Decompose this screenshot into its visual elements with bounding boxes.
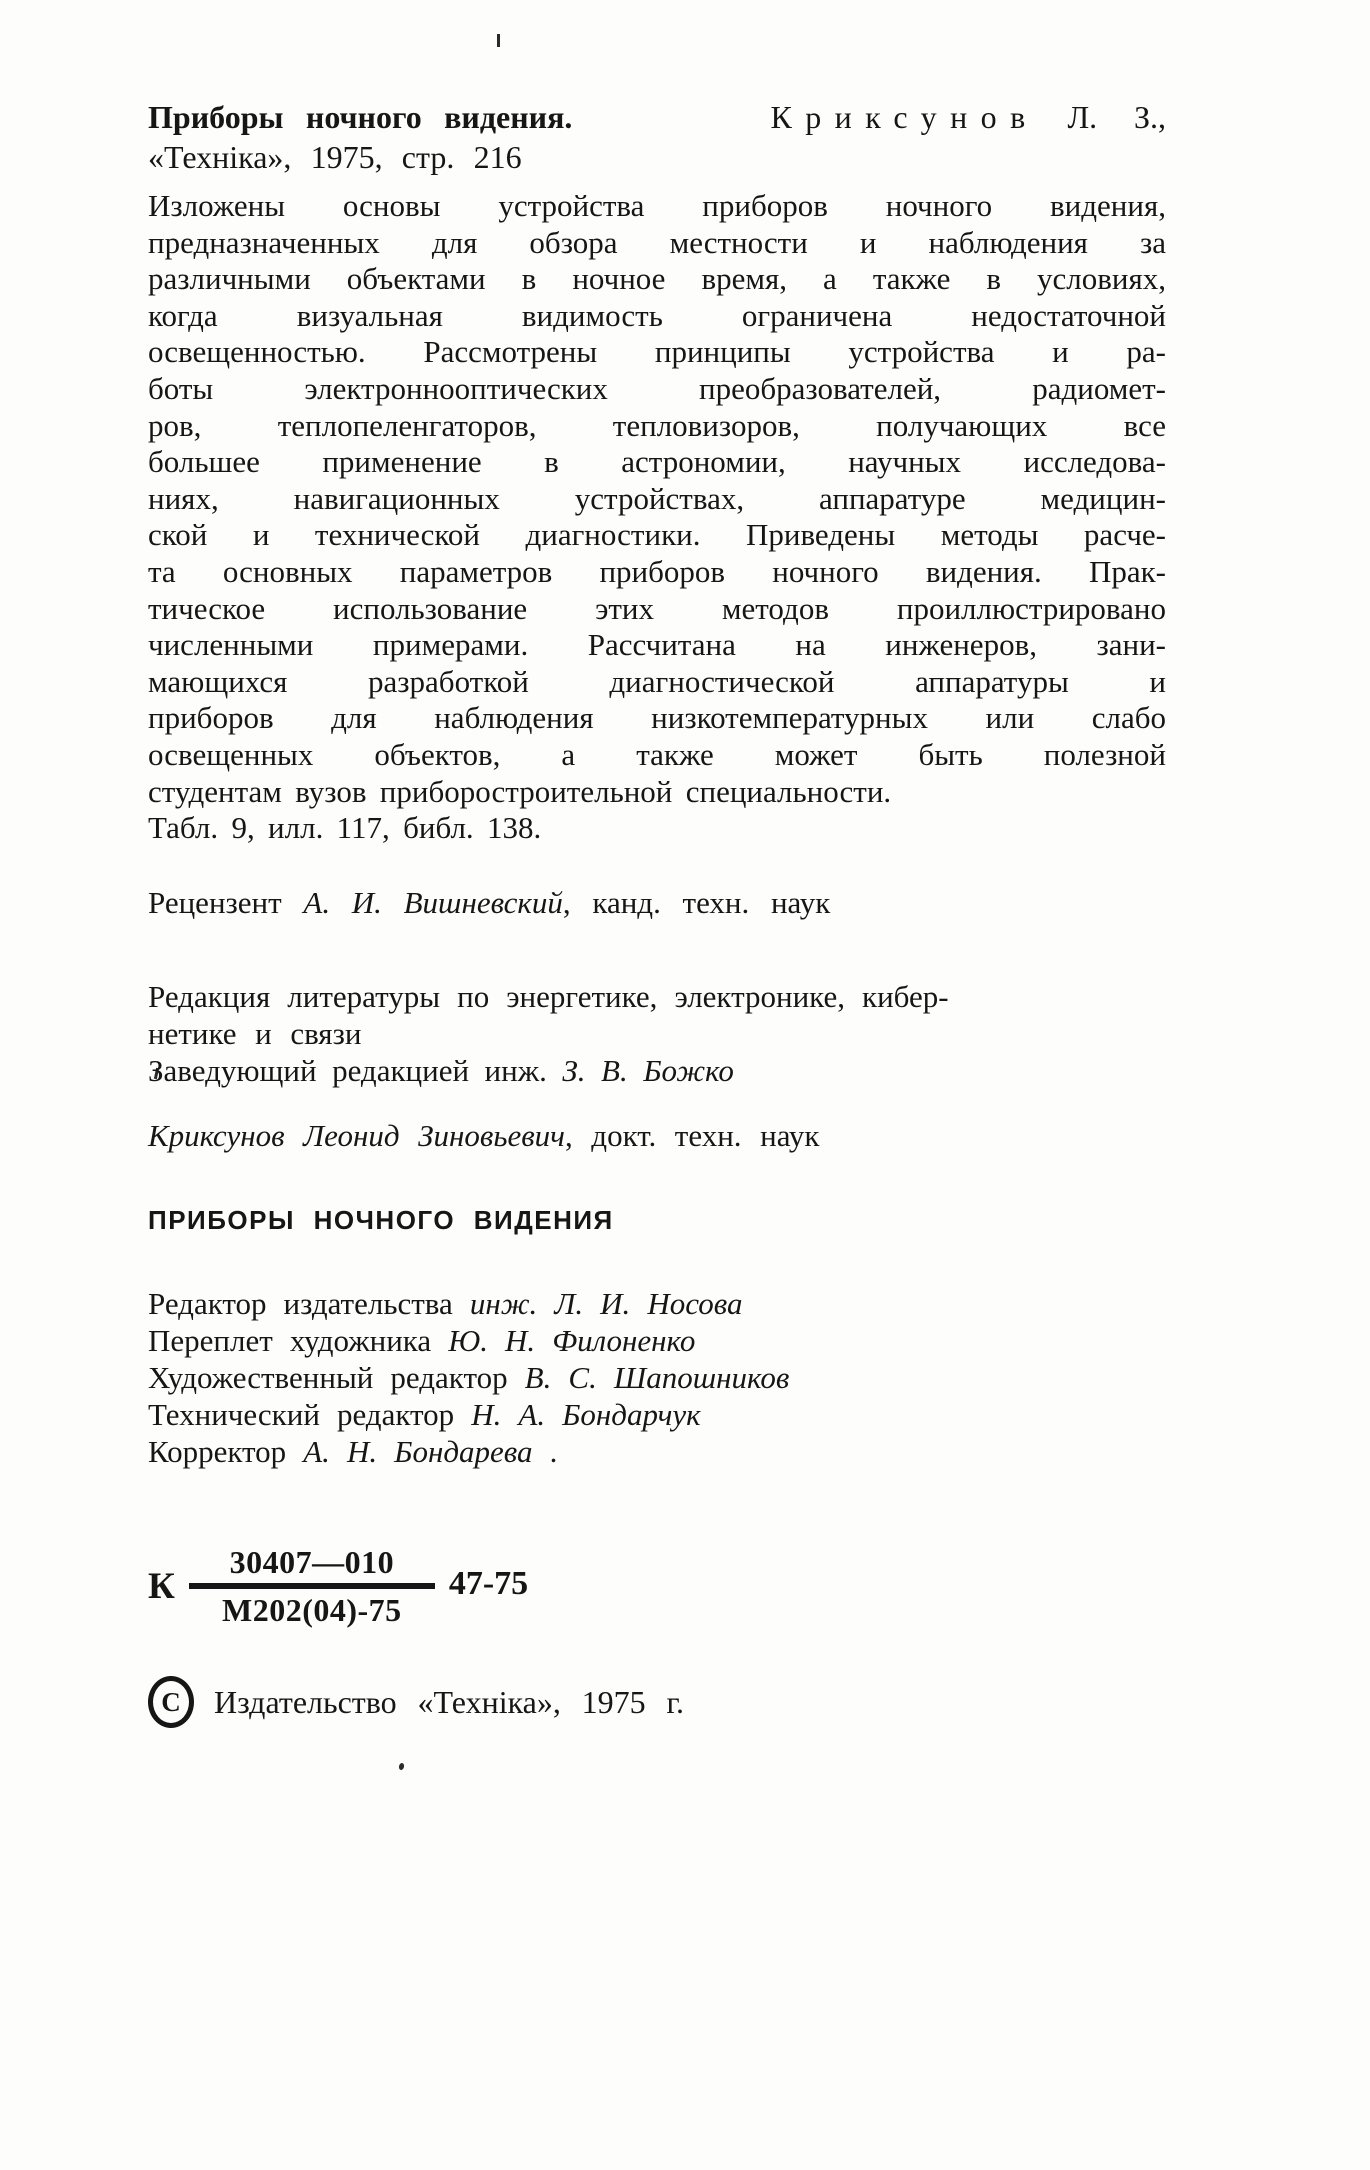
staff-name: Н. А. Бондарчук bbox=[471, 1397, 701, 1432]
staff-suffix: . bbox=[532, 1434, 558, 1469]
annotation-line: большее применение в астрономии, научных исследова- bbox=[148, 444, 1166, 480]
book-title: Приборы ночного видения. bbox=[148, 99, 573, 135]
staff-role: Переплет художника bbox=[148, 1323, 432, 1358]
annotation-line: боты электроннооптических преобразователей, радиомет- bbox=[148, 370, 1166, 406]
annotation-line: та основных параметров приборов ночного видения. Прак- bbox=[148, 553, 1166, 589]
annotation-line: различными объектами в ночное время, а также в условиях, bbox=[148, 261, 1166, 297]
author-initials: Л. З., bbox=[1067, 99, 1166, 135]
catalog-denominator: М202(04)-75 bbox=[222, 1592, 402, 1628]
copyright-line bbox=[148, 1676, 1166, 1728]
annotation-line: студентам вузов приборостроительной специальности. bbox=[148, 773, 892, 809]
scan-artifact-mark bbox=[398, 1762, 405, 1770]
catalog-numerator: 30407—010 bbox=[229, 1544, 395, 1580]
annotation-line: приборов для наблюдения низкотемпературных или слабо bbox=[148, 700, 1166, 736]
staff-name: А. Н. Бондарева bbox=[303, 1434, 533, 1469]
reviewer-label: Рецензент bbox=[148, 885, 282, 920]
staff-line bbox=[148, 1359, 1166, 1396]
staff-name: инж. Л. И. Носова bbox=[469, 1286, 743, 1321]
editorial-head-name: З. В. Божко bbox=[562, 1053, 734, 1088]
catalog-right-code: 47-75 bbox=[448, 1565, 529, 1602]
editorial-line: нетике и связи bbox=[148, 1016, 362, 1051]
annotation-line: тическое использование этих методов проиллюстрировано bbox=[148, 590, 1166, 626]
staff-block bbox=[148, 1285, 1166, 1470]
staff-role: Редактор издательства bbox=[148, 1286, 453, 1321]
book-title-caps: ПРИБОРЫ НОЧНОГО ВИДЕНИЯ bbox=[148, 1205, 614, 1235]
annotation-paragraph bbox=[148, 188, 1166, 847]
staff-name: Ю. Н. Филоненко bbox=[448, 1323, 696, 1358]
editorial-head-line bbox=[148, 1052, 1166, 1089]
annotation-line: мающихся разработкой диагностической аппаратуры и bbox=[148, 663, 1166, 699]
author-full-name: Криксунов Леонид Зиновьевич bbox=[148, 1118, 565, 1153]
staff-role: Корректор bbox=[148, 1434, 287, 1469]
editorial-head-label: Заведующий редакцией инж. bbox=[148, 1053, 547, 1088]
reviewer-line bbox=[148, 884, 1166, 922]
copyright-text: Издательство «Техніка», 1975 г. bbox=[214, 1683, 684, 1720]
staff-role: Художественный редактор bbox=[148, 1360, 508, 1395]
staff-line bbox=[148, 1285, 1166, 1322]
annotation-line: когда визуальная видимость ограничена недостаточной bbox=[148, 297, 1166, 333]
staff-role: Технический редактор bbox=[148, 1397, 455, 1432]
bibliographic-header bbox=[148, 98, 1166, 136]
fraction-bar bbox=[189, 1583, 435, 1589]
catalog-letter: К bbox=[148, 1565, 175, 1607]
annotation-line: численными примерами. Рассчитана на инженеров, зани- bbox=[148, 627, 1166, 663]
reviewer-degree: , канд. техн. наук bbox=[562, 885, 831, 920]
annotation-stats-line: Табл. 9, илл. 117, библ. 138. bbox=[148, 810, 542, 846]
staff-line bbox=[148, 1433, 1166, 1470]
staff-name: В. С. Шапошников bbox=[524, 1360, 790, 1395]
reviewer-name: А. И. Вишневский bbox=[303, 885, 563, 920]
annotation-line: Изложены основы устройства приборов ночного видения, bbox=[148, 188, 1166, 223]
annotation-line: ниях, навигационных устройствах, аппаратуре медицин- bbox=[148, 480, 1166, 516]
publisher-year-pages: «Техніка», 1975, стр. 216 bbox=[148, 139, 522, 175]
catalog-fraction bbox=[189, 1542, 435, 1630]
editorial-block bbox=[148, 978, 1166, 1089]
catalog-code bbox=[148, 1542, 528, 1630]
author-full-line bbox=[148, 1117, 1166, 1155]
book-author bbox=[770, 98, 1166, 136]
staff-line bbox=[148, 1322, 1166, 1359]
annotation-line: предназначенных для обзора местности и наблюдения за bbox=[148, 224, 1166, 260]
annotation-line: ров, теплопеленгаторов, тепловизоров, получающих все bbox=[148, 407, 1166, 443]
copyright-icon: C bbox=[148, 1676, 194, 1728]
author-degree: , докт. техн. наук bbox=[564, 1118, 820, 1153]
scan-artifact-mark bbox=[497, 34, 500, 47]
annotation-line: ской и технической диагностики. Приведены методы расче- bbox=[148, 517, 1166, 553]
author-surname: Криксунов bbox=[770, 99, 1039, 135]
annotation-line: освещенностью. Рассмотрены принципы устройства и ра- bbox=[148, 334, 1166, 370]
editorial-line: Редакция литературы по энергетике, электронике, кибер- bbox=[148, 979, 949, 1014]
staff-line bbox=[148, 1396, 1166, 1433]
annotation-line: освещенных объектов, а также может быть полезной bbox=[148, 736, 1166, 772]
